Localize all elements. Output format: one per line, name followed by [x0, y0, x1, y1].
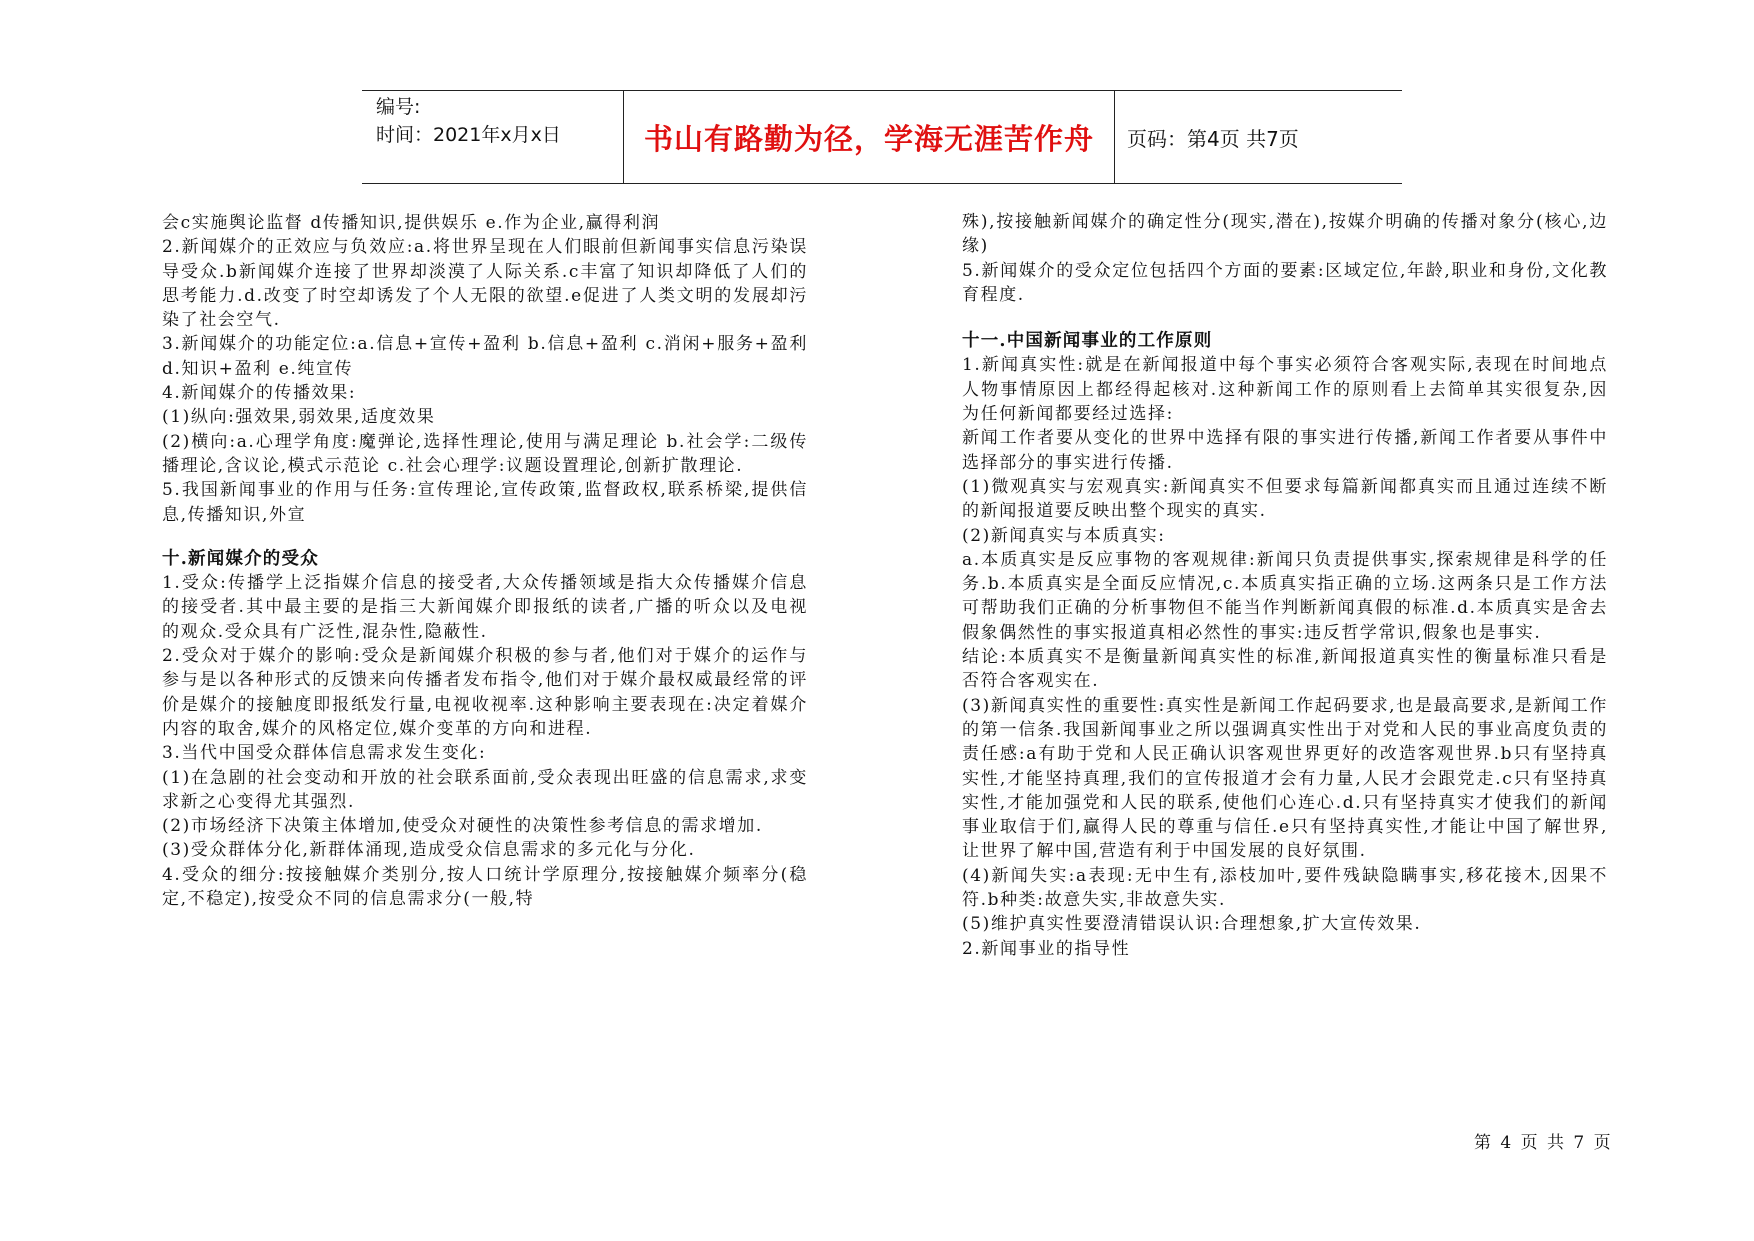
motto-banner: 书山有路勤为径，学海无涯苦作舟	[624, 91, 1115, 183]
paragraph: (3)受众群体分化,新群体涌现,造成受众信息需求的多元化与分化.	[162, 840, 696, 861]
paragraph: 会c实施舆论监督 d传播知识,提供娱乐 e.作为企业,赢得利润	[162, 213, 661, 233]
left-column	[162, 211, 808, 911]
paragraph: (5)维护真实性要澄清错误认识:合理想象,扩大宣传效果.	[962, 914, 1422, 935]
paragraph: 结论:本质真实不是衡量新闻真实性的标准,新闻报道真实性的衡量标准只看是否符合客观实在.	[962, 647, 1608, 692]
header-page-label: 页码：第4页 共7页	[1127, 126, 1299, 151]
header-meta	[362, 91, 624, 183]
paragraph: 4.受众的细分:按接触媒介类别分,按人口统计学原理分,按接触媒介频率分(稳定,不稳定),按受众不同的信息需求分(一般,特	[162, 864, 808, 910]
paragraph: 3.新闻媒介的功能定位:a.信息+宣传+盈利 b.信息+盈利 c.消闲+服务+盈利 d.知识+盈利 e.纯宣传	[162, 334, 808, 379]
paragraph: a.本质真实是反应事物的客观规律:新闻只负责提供事实,探索规律是科学的任务.b.本质真实是全面反应情况,c.本质真实指正确的立场.这两条只是工作方法可帮助我们正确的分析事物但不能当作判断新闻真假的标准.d.本质真实是舍去假象偶然性的事实报道真相必然性的事实:违反哲学常识,假象也是事实.	[962, 549, 1608, 643]
page-header	[362, 90, 1402, 184]
paragraph: 5.新闻媒介的受众定位包括四个方面的要素:区域定位,年龄,职业和身份,文化教育程度.	[962, 260, 1608, 305]
right-column	[962, 210, 1608, 961]
paragraph: 1.新闻真实性:就是在新闻报道中每个事实必须符合客观实际,表现在时间地点人物事情原因上都经得起核对.这种新闻工作的原则看上去简单其实很复杂,因为任何新闻都要经过选择:	[962, 355, 1608, 425]
paragraph: (1)纵向:强效果,弱效果,适度效果	[162, 407, 436, 428]
paragraph: 2.新闻媒介的正效应与负效应:a.将世界呈现在人们眼前但新闻事实信息污染误导受众.b新闻媒介连接了世界却淡漠了人际关系.c丰富了知识却降低了人们的思考能力.d.改变了时空却诱发了个人无限的欲望.e促进了人类文明的发展却污染了社会空气.	[162, 237, 808, 331]
serial-number-label: 编号:	[376, 96, 421, 118]
paragraph: 3.当代中国受众群体信息需求发生变化:	[162, 743, 487, 764]
paragraph: 4.新闻媒介的传播效果:	[162, 383, 357, 404]
paragraph: 1.受众:传播学上泛指媒介信息的接受者,大众传播领域是指大众传播媒介信息的接受者.其中最主要的是指三大新闻媒介即报纸的读者,广播的听众以及电视的观众.受众具有广泛性,混杂性,隐蔽性.	[162, 573, 808, 642]
paragraph: (4)新闻失实:a表现:无中生有,添枝加叶,要件残缺隐瞒事实,移花接木,因果不符.b种类:故意失实,非故意失实.	[962, 865, 1608, 911]
paragraph: (3)新闻真实性的重要性:真实性是新闻工作起码要求,也是最高要求,是新闻工作的第一信条.我国新闻事业之所以强调真实性出于对党和人民的事业高度负责的责任感:a有助于党和人民正确认识客观世界更好的改造客观世界.b只有坚持真实性,才能坚持真理,我们的宣传报道才会有力量,人民才会跟党走.c只有坚持真实性,才能加强党和人民的联系,使他们心连心.d.只有坚持真实才使我们的新闻事业取信于们,赢得人民的尊重与信任.e只有坚持真实性,才能让中国了解世界,让世界了解中国,营造有利于中国发展的良好氛围.	[962, 695, 1608, 862]
section-heading: 十一.中国新闻事业的工作原则	[962, 331, 1213, 352]
date-label: 时间：2021年x月x日	[376, 124, 561, 146]
paragraph: (1)在急剧的社会变动和开放的社会联系面前,受众表现出旺盛的信息需求,求变求新之心变得尤其强烈.	[162, 767, 808, 812]
paragraph: 5.我国新闻事业的作用与任务:宣传理论,宣传政策,监督政权,联系桥梁,提供信息,传播知识,外宣	[162, 480, 808, 525]
paragraph: (2)横向:a.心理学角度:魔弹论,选择性理论,使用与满足理论 b.社会学:二级传播理论,含议论,模式示范论 c.社会心理学:议题设置理论,创新扩散理论.	[162, 431, 808, 476]
paragraph: (2)市场经济下决策主体增加,使受众对硬性的决策性参考信息的需求增加.	[162, 816, 763, 837]
paragraph: (1)微观真实与宏观真实:新闻真实不但要求每篇新闻都真实而且通过连续不断的新闻报道要反映出整个现实的真实.	[962, 476, 1608, 522]
section-heading: 十.新闻媒介的受众	[162, 548, 319, 569]
paragraph: 殊),按接触新闻媒介的确定性分(现实,潜在),按媒介明确的传播对象分(核心,边缘)	[962, 212, 1608, 257]
paragraph: (2)新闻真实与本质真实:	[962, 525, 1166, 546]
paragraph: 2.新闻事业的指导性	[962, 938, 1131, 959]
paragraph: 新闻工作者要从变化的世界中选择有限的事实进行传播,新闻工作者要从事件中选择部分的事实进行传播.	[962, 428, 1608, 473]
paragraph: 2.受众对于媒介的影响:受众是新闻媒介积极的参与者,他们对于媒介的运作与参与是以各种形式的反馈来向传播者发布指令,他们对于媒介最权威最经常的评价是媒介的接触度即报纸发行量,电视收视率.这种影响主要表现在:决定着媒介内容的取舍,媒介的风格定位,媒介变革的方向和进程.	[162, 646, 808, 739]
page-number-footer: 第 4 页 共 7 页	[1474, 1133, 1613, 1153]
